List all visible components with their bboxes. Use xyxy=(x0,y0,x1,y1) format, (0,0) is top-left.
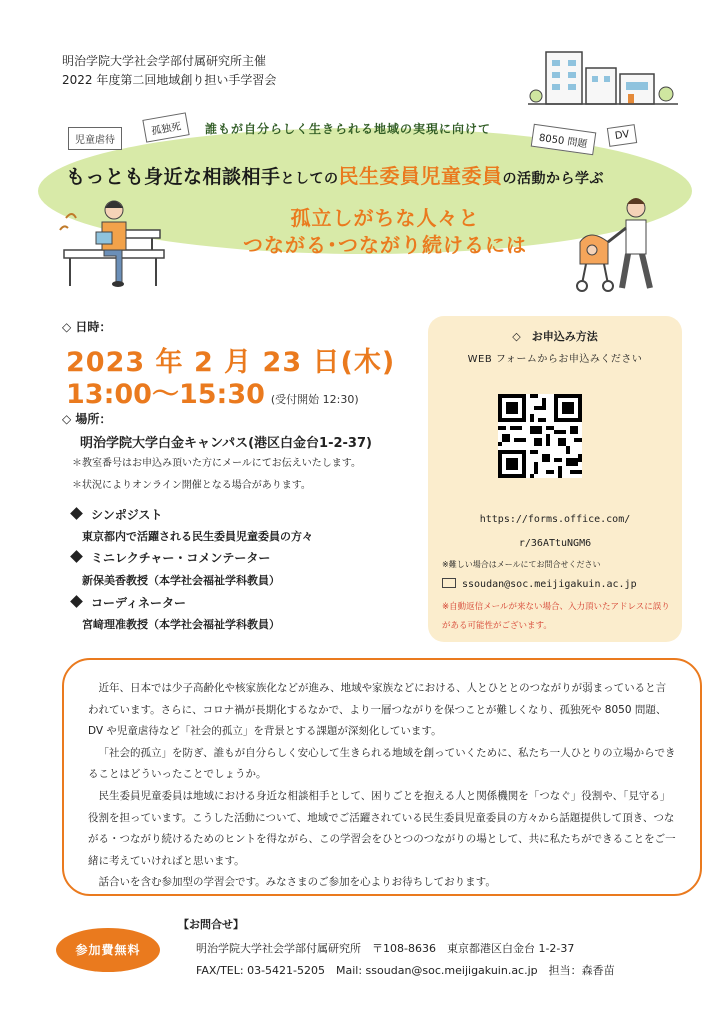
place-label: ◇ 場所： xyxy=(62,412,112,426)
application-title: ◇ お申込み方法 xyxy=(512,330,598,343)
free-admission-badge: 参加費無料 xyxy=(56,928,160,972)
tag-8050: 8050 問題 xyxy=(531,124,596,155)
url-line2: r/36ATtuNGM6 xyxy=(518,538,592,549)
title-part2: としての xyxy=(280,171,339,187)
description-paragraph-3: 民生委員児童委員は地域における身近な相談相手として、困りごとを抱える人と関係機関を「つなぐ」役割や、「見守る」役割を担っています。こうした活動について、地域でご活躍されている民生委員児童委員の方々から話題提供して頂き、つながる・つながり続けるためのヒントを得ながら、この学習会をひとつのつながりの場として、共に私たちができることをご一緒に考えていければと思います。 xyxy=(88,789,676,867)
contact-heading: 【お問合せ】 xyxy=(178,918,244,931)
diamond-icon xyxy=(70,507,83,520)
description-box xyxy=(62,658,702,896)
role-lecturer xyxy=(72,549,270,566)
role-title: ミニレクチャー・コメンテーター xyxy=(91,551,271,565)
envelope-icon xyxy=(442,578,456,588)
description-paragraph-1: 近年、日本では少子高齢化や核家族化などが進み、地域や家族などにおける、人とひととのつながりが弱まっていると言われています。さらに、コロナ禍が長期化するなかで、より一層つながりを保つことが難しくなり、孤独死や 8050 問題、DV や児童虐待など「社会的孤立」を背景とする課題が深刻化しています。 xyxy=(88,682,667,738)
man-stroller-illustration xyxy=(566,194,676,298)
reception-time: (受付開始 12:30) xyxy=(270,393,359,406)
online-note: ＊状況によりオンライン開催となる場合があります。 xyxy=(72,480,311,491)
event-name-text: 2022 年度第二回地域創り担い手学習会 xyxy=(62,73,277,87)
application-panel xyxy=(428,316,682,642)
application-url[interactable] xyxy=(428,508,682,556)
auto-reply-warning: ※自動返信メールが来ない場合、入力頂いたアドレスに誤りがある可能性がございます。 xyxy=(442,602,670,631)
title-part1: もっとも身近な相談相手 xyxy=(66,166,281,188)
role-coordinator-person: 宮﨑理准教授（本学社会福祉学科教員） xyxy=(82,618,280,631)
description-paragraph-4: 話合いを含む参加型の学習会です。みなさまのご参加を心よりお待ちしております。 xyxy=(98,876,496,889)
event-date: 2023 年 2 月 23 日(木) xyxy=(66,347,396,378)
diamond-icon xyxy=(70,550,83,563)
title-highlight: 民生委員児童委員 xyxy=(338,164,503,188)
tagline: 誰もが自分らしく生きられる地域の実現に向けて xyxy=(205,122,492,136)
tag-dv: DV xyxy=(607,124,638,147)
venue-text: 明治学院大学白金キャンパス(港区白金台1-2-37) xyxy=(80,436,372,451)
role-symposist xyxy=(72,506,162,523)
contact-address: 明治学院大学社会学部付属研究所 〒108-8636 東京都港区白金台 1-2-37 xyxy=(196,942,575,955)
buildings-illustration xyxy=(528,46,678,106)
description-paragraph-2: 「社会的孤立」を防ぎ、誰もが自分らしく安心して生きられる地域を創っていくために、私たち一人ひとりの立場からできることはどういったことでしょうか。 xyxy=(88,746,676,781)
url-line1: https://forms.office.com/ xyxy=(479,514,631,525)
main-title xyxy=(66,160,604,189)
role-symposist-person: 東京都内で活躍される民生委員児童委員の方々 xyxy=(82,530,313,543)
application-method: WEB フォームからお申込みください xyxy=(467,354,643,365)
role-lecturer-person: 新保美香教授（本学社会福祉学科教員） xyxy=(82,574,280,587)
organizer-text: 明治学院大学社会学部付属研究所主催 xyxy=(62,54,267,68)
title-part3: の活動から学ぶ xyxy=(502,171,605,187)
contact-phone-mail: FAX/TEL: 03-5421-5205 Mail: ssoudan@soc.meijigakuin.ac.jp 担当：森香苗 xyxy=(196,964,615,977)
room-note: ＊教室番号はお申込み頂いた方にメールにてお伝えいたします。 xyxy=(72,458,361,469)
tag-child-abuse: 児童虐待 xyxy=(68,127,122,150)
tag-lonely-death: 孤独死 xyxy=(142,112,189,142)
date-label: ◇ 日時： xyxy=(62,320,112,334)
role-title: シンポジスト xyxy=(91,508,163,522)
subtitle-line1: 孤立しがちな人々と xyxy=(290,206,480,230)
email-text: ssoudan@soc.meijigakuin.ac.jp xyxy=(462,579,637,590)
woman-reading-bench-illustration xyxy=(56,196,168,292)
subtitle-line2: つながる･つながり続けるには xyxy=(243,233,527,257)
contact-email[interactable] xyxy=(442,578,637,590)
diamond-icon xyxy=(70,595,83,608)
event-time-value: 13:00～15:30 xyxy=(66,379,265,410)
difficult-note: ※難しい場合はメールにてお問合せください xyxy=(442,560,601,569)
role-coordinator xyxy=(72,594,186,611)
event-time xyxy=(66,372,359,411)
role-title: コーディネーター xyxy=(91,596,187,610)
subtitle xyxy=(235,205,535,259)
qr-code[interactable] xyxy=(498,394,582,478)
organizer-header xyxy=(62,52,276,90)
